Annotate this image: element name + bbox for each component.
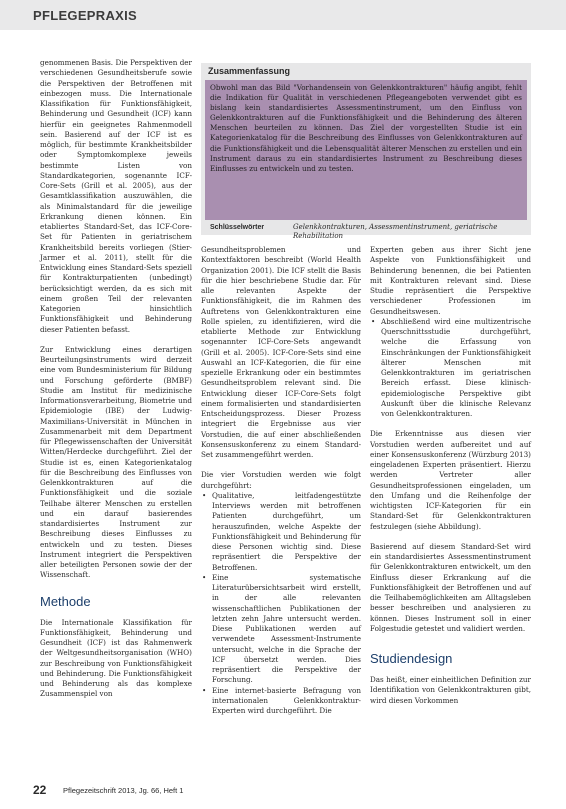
studiendesign-heading: Studiendesign: [370, 651, 453, 666]
page-header: [0, 0, 566, 30]
bullet-list: [201, 491, 361, 717]
middle-column: [201, 245, 361, 716]
keywords-label: Schlüsselwörter: [210, 224, 265, 231]
bullet-item: • Eine internet-basierte Befragung von internationalen Gelenkkontraktur-Experten wird durchgeführt. Die: [201, 686, 361, 717]
summary-title: Zusammenfassung: [208, 66, 291, 76]
body-paragraph: Basierend auf diesem Standard-Set wird ein standardisiertes Assessmentinstrument für Gelenkkontrakturen entwickelt, um den Einfluss dieser Erkrankung auf die Funktionsfähigkeit der Betroffenen und auf die Teilhabemöglichkeiten am Alltagsleben besser beschreiben und analysieren zu können. Dieses Instrument soll in einer Folgestudie getestet und validiert werden.: [370, 541, 531, 633]
right-column: [370, 245, 531, 706]
body-paragraph: Zur Entwicklung eines derartigen Beurteilungsinstruments wird derzeit eine vom Bundesministerium für Bildung und Forschung geförderte (BMBF) Studie am Institut für medizinische Informationsverarbeitung, Biometrie und Epidemiologie (IBE) der Ludwig-Maximilians-Universität in München in Zusammenarbeit mit dem Department für Pflegewissenschaften der Universität Witten/Herdecke durchgeführt. Ziel der Studie ist es, einen Kategorienkatalog für die Beschreibung des Einflusses von Gelenkkontrakturen auf die Funktionsfähigkeit und die soziale Teilhabe älterer Menschen zu erstellen und ein darauf basierendes standardisiertes Instrument zur Beschreibung dieses Einflusses zu entwickeln und zu testen. Dieses Instrument integriert die Perspektiven aller beteiligten Personen sowie der der Wissenschaft.: [40, 344, 192, 580]
bullet-item: • Eine systematische Literaturübersichtsarbeit wird erstellt, in der alle relevanten wissenschaftlichen Publikationen der letzten zehn Jahre untersucht werden. Diese Publikationen werden auf verwendete Assessment-Instrumente untersucht, welche in die Sprache der ICF übersetzt werden. Dies repräsentiert die Perspektive der Forschung.: [201, 573, 361, 686]
page-footer: [33, 783, 333, 797]
bullet-item: • Qualitative, leitfadengestützte Interviews werden mit betroffenen Patienten durchgeführt, um herauszufinden, welche Aspekte der Funktionsfähigkeit und Behinderung für diese Personen wichtig sind. Diese repräsentiert die Perspektive der Betroffenen.: [201, 491, 361, 573]
summary-box: [201, 63, 531, 240]
body-paragraph: Die Erkenntnisse aus diesen vier Vorstudien werden aufbereitet und auf einer Konsensuskonferenz (Würzburg 2013) eingeladenen Experten präsentiert. Hierzu werden Vertreter aller Gesundheitsprofessionen eingeladen, um den Umfang und die Reihenfolge der wichtigsten ICF-Kategorien für ein Standard-Set für Gelenkkontrakturen festzulegen (siehe Abbildung).: [370, 429, 531, 531]
left-column: [40, 58, 192, 700]
keywords-value: Gelenkkontrakturen, Assessmentinstrument, geriatrische Rehabilitation: [293, 223, 498, 240]
page-number: 22: [33, 783, 47, 797]
bullet-list: [370, 317, 531, 420]
body-paragraph: genommenen Basis. Die Perspektiven der verschiedenen Gesundheitsberufe sowie die Perspektiven der Betroffenen mit einbezogen muss. Die Internationale Klassifikation für Funktionsfähigkeit, Behinderung und Gesundheit (ICF) kann hierfür ein geeignetes Rahmenmodell sein. Basierend auf der ICF ist es möglich, für bestimmte Krankheitsbilder oder Symptomkomplexe jeweils bestimmte Listen von Standardkategorien, sogenannte ICF-Core-Sets (Grill et al. 2005), aus der Gesamtklassifikation auszuwählen, die als Minimalstandard für die jeweilige Erkrankung dienen können. Ein etabliertes Standard-Set, das ICF-Core-Set für Patienten in geriatrischem Krankheitsbild bereits vorliegen (Stier-Jarmer et al. 2011), stellt für die Entwicklung eines Standard-Sets speziell für Kontrakturpatienten (unbedingt) berücksichtigt werden, da es sich mit einem großen Teil der relevanten Kategorien hinsichtlich Funktionsfähigkeit und Behinderung dieser Patienten befasst.: [40, 58, 192, 334]
journal-reference: Pflegezeitschrift 2013, Jg. 66, Heft 1: [63, 786, 184, 795]
summary-text: Obwohl man das Bild "Vorhandensein von Gelenkkontrakturen" häufig angibt, fehlt die Indikation für Qualität in verschiedenen Pflegeangeboten verwendet gibt es bislang kein standardisiertes Assessmentinstrument, um den Einfluss von Gelenkkontrakturen auf die Funktionsfähigkeit und die Behinderung des älteren Menschen beurteilen zu können. Das Ziel der vorgestellten Studie ist ein Kategorienkatalog für die Beschreibung des Einflusses von Gelenkkontrakturen auf die Funktionsfähigkeit und die Lebensqualität älterer Menschen zu erstellen und ein Instrument daraus zu ein standardisiertes Instrument zu Beschreibung dieses Einflusses zu entwickeln und zu testen.: [205, 80, 527, 220]
body-paragraph: Experten geben aus ihrer Sicht jene Aspekte von Funktionsfähigkeit und Behinderung benennen, die bei Patienten mit Kontrakturen relevant sind. Diese Studie repräsentiert die Perspektive verschiedener Professionen im Gesundheitswesen.: [370, 245, 531, 316]
body-paragraph: Die Internationale Klassifikation für Funktionsfähigkeit, Behinderung und Gesundheit (ICF) ist das Rahmenwerk der Weltgesundheitsorganisation (WHO) zur Beschreibung von Funktionsfähigkeit und Behinderung. Die Funktionsfähigkeit und Behinderung als das komplexe Zusammenspiel von: [40, 617, 192, 699]
bullet-item: • Abschließend wird eine multizentrische Querschnittsstudie durchgeführt, welche die Erfassung von Einschränkungen der Funktionsfähigkeit älterer Menschen mit Gelenkkontrakturen im geriatrischen Bereich erfasst. Diese klinisch-epidemiologische Perspektive gibt Auskunft über die klinische Relevanz von Gelenkkontrakturen.: [370, 317, 531, 420]
body-paragraph: Das heißt, einer einheitlichen Definition zur Identifikation von Gelenkkontrakturen gibt, wird diesen Vorkommen: [370, 675, 531, 705]
section-title: PFLEGEPRAXIS: [33, 8, 138, 23]
methode-heading: Methode: [40, 593, 91, 609]
body-paragraph: Gesundheitsproblemen und Kontextfaktoren beschreibt (World Health Organization 2001). Die ICF stellt die Basis für die hier beschriebene Studie dar. Für alle relevanten Aspekte der Funktionsfähigkeit, die im Rahmen des Auftretens von Gelenkkontrakturen eine Rolle spielen, zu identifizieren, wird die etablierte Methode zur Entwicklung sogenannter ICF-Core-Sets angewandt (Grill et al. 2005). ICF-Core-Sets sind eine Auswahl an ICF-Kategorien, die für eine spezielle Erkrankung oder ein bestimmtes Gesundheitsproblem relevant sind. Die Entwicklung dieser ICF-Core-Sets folgt einem formalisierten und standardisierten Entscheidungsprozess. Dieser Prozess integriert die Ergebnisse aus vier Vorstudien, die auf einer abschließenden Konsensuskonferenz zu einem Standard-Set zusammengeführt werden.: [201, 245, 361, 459]
body-paragraph: Die vier Vorstudien werden wie folgt durchgeführt:: [201, 470, 361, 490]
